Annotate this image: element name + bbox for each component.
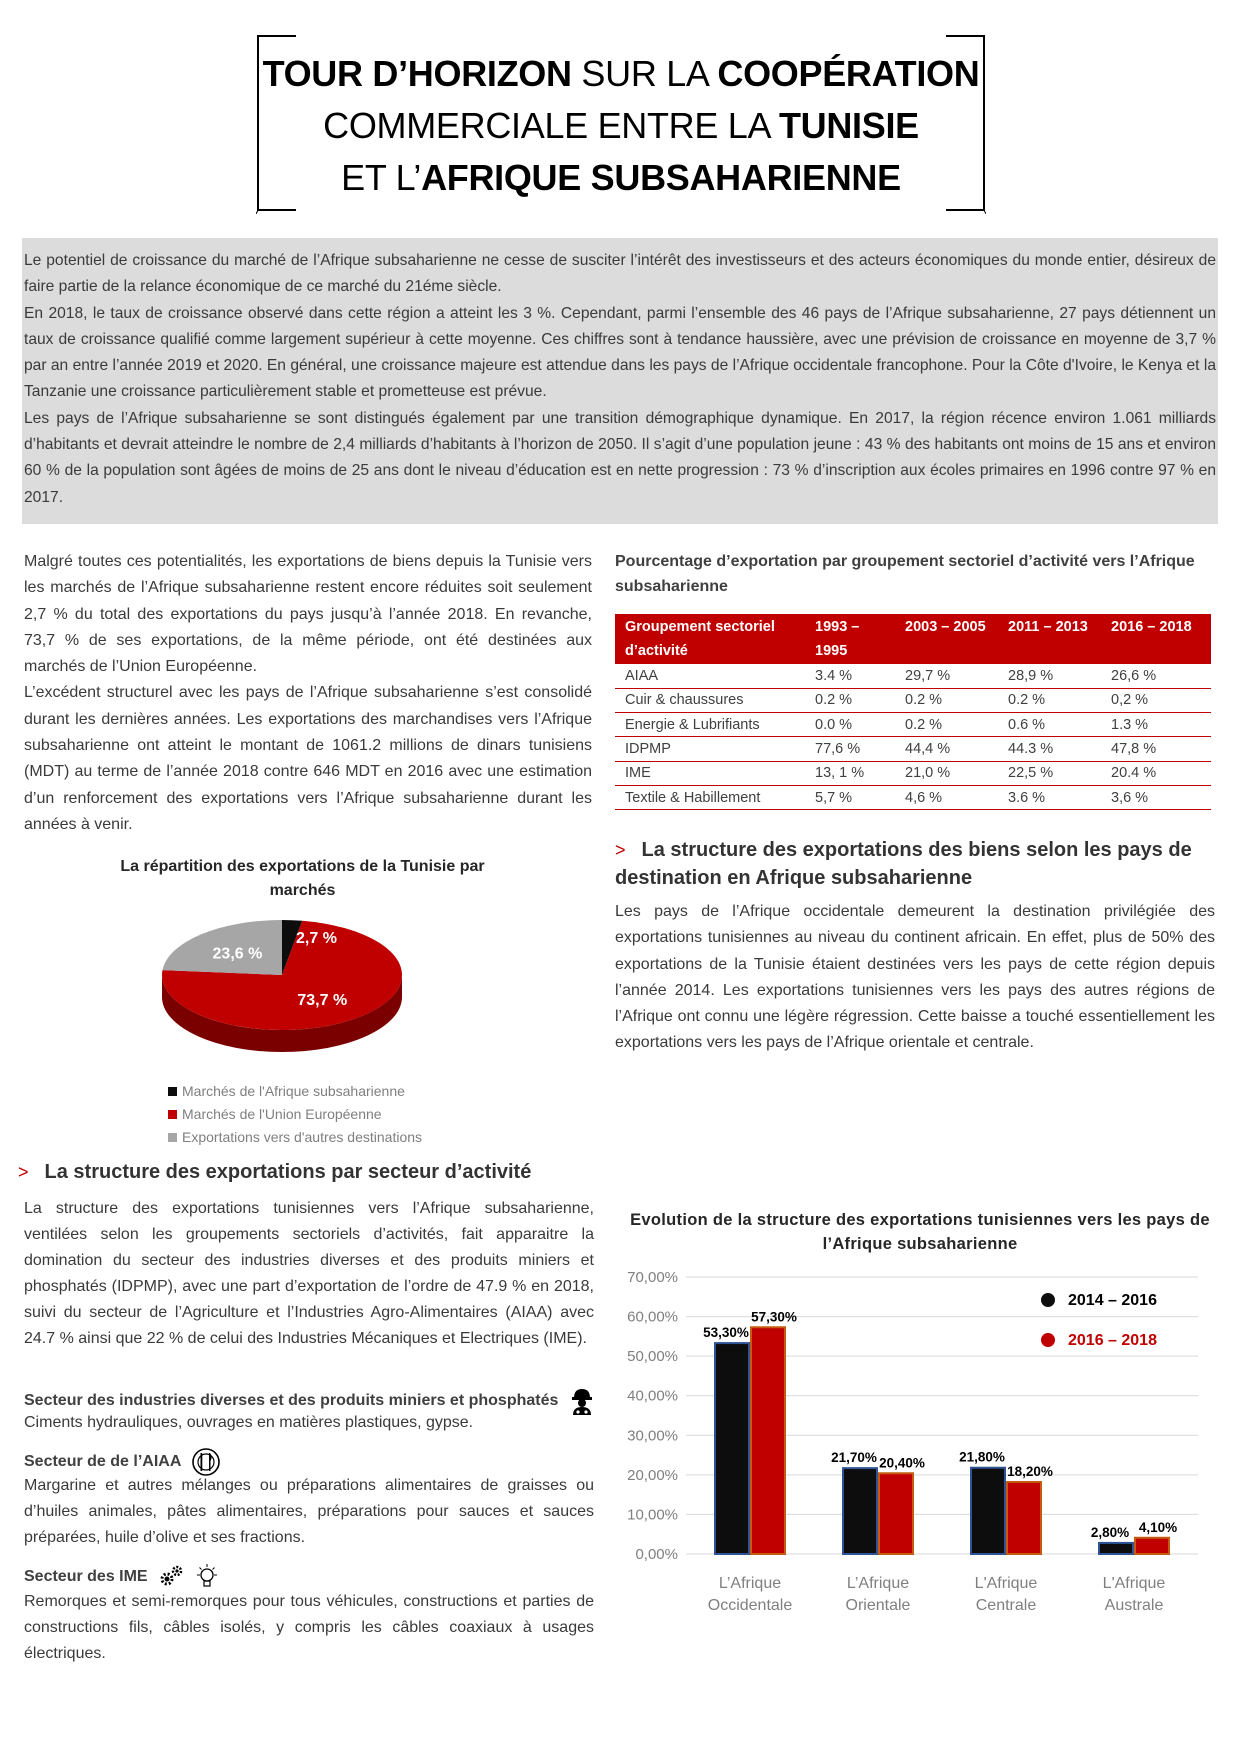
table-header: 2003 – 2005 (895, 614, 998, 664)
bar-data-label: 20,40% (879, 1455, 925, 1471)
table-cell: Energie & Lubrifiants (615, 713, 805, 737)
y-tick-label: 10,00% (627, 1506, 678, 1524)
table-cell: 3.6 % (998, 785, 1101, 809)
bar (843, 1468, 877, 1554)
table-cell: 47,8 % (1101, 737, 1211, 761)
x-tick-label: Orientale (845, 1597, 911, 1614)
bar-data-label: 18,20% (1007, 1463, 1053, 1479)
bar (751, 1327, 785, 1554)
paragraph: Malgré toutes ces potentialités, les exportations de biens depuis la Tunisie vers les marchés de l’Afrique subsaharienne restent encore réduites soit seulement 2,7 % du total des exportations du pays jusqu’à l’année 2018. En revanche, 73,7 % de ses exportations, de la même période, ont été destinées aux marchés de l’Union Européenne. (24, 553, 592, 676)
bar (1135, 1538, 1169, 1554)
table-cell: 3.4 % (805, 664, 895, 688)
sector-text: La structure des exportations tunisiennes vers l’Afrique subsaharienne, ventilées selon les groupements sectoriels d’activités, fait apparaitre la domination du secteur des industries diverses et des produits miniers et phosphatés (IDPMP), avec une part d’exportation de l’ordre de 47.9 % en 2018, suivi du secteur de l’Agriculture et l’Industries Agro-Alimentaires (AIAA) avec 24.7 % ainsi que 22 % de celui des Industries Mécaniques et Electriques (IME). (24, 1200, 594, 1347)
intro-box (22, 238, 1218, 524)
section-heading-sector: > La structure des exportations par secteur d’activité (18, 1161, 532, 1183)
table-cell: 22,5 % (998, 761, 1101, 785)
bar (879, 1473, 913, 1554)
aiaa-heading: Secteur de de l’AIAA (24, 1447, 221, 1477)
table-row (615, 664, 1211, 688)
pie-chart-title: La répartition des exportations de la Tunisie par marchés (120, 858, 485, 899)
bar-data-label: 53,30% (703, 1325, 749, 1341)
x-tick-label: L’Afrique (718, 1575, 782, 1592)
bar-data-label: 57,30% (751, 1309, 797, 1325)
bar-chart-title: Evolution de la structure des exportations tunisiennes vers les pays de l’Afrique subsaharienne (630, 1211, 1210, 1253)
legend-entry (168, 1080, 422, 1103)
pie-data-label: 2,7 % (296, 930, 337, 947)
table-cell: IME (615, 761, 805, 785)
sector-table (615, 614, 1211, 810)
intro-paragraph: En 2018, le taux de croissance observé dans cette région a atteint les 3 %. Cependant, parmi l’ensemble des 46 pays de l’Afrique subsaharienne, 27 pays détiennent un taux de croissance qualifié comme largement supérieur à cette moyenne. Ces chiffres sont à tendance haussière, avec une prévision de croissance en moyenne de 3,7 % par an entre l’année 2019 et 2020. En général, une croissance majeure est attendue dans les pays de l’Afrique occidentale francophone. Pour la Côte d'Ivoire, le Kenya et la Tanzanie une croissance particulièrement stable et prometteuse est prévue. (24, 304, 1216, 401)
arrow-icon: > (615, 840, 626, 860)
bar (1007, 1482, 1041, 1554)
left-column-text (24, 549, 592, 838)
intro-paragraph: Les pays de l’Afrique subsaharienne se sont distingués également par une transition démographique dynamique. En 2017, la région récence environ 1.061 milliards d’habitants et devrait atteindre le nombre de 2,4 milliards d’habitants à l’horizon de 2050. Il s’agit d’une population jeune : 43 % des habitants ont moins de 15 ans et environ 60 % de la population sont âgées de moins de 25 ans dont le niveau d’éducation est en nette progression : 73 % d’inscription aux écoles primaires en 1996 contre 97 % en 2017. (24, 409, 1216, 506)
x-tick-label: Australe (1104, 1597, 1164, 1614)
table-cell: 5,7 % (805, 785, 895, 809)
table-cell: 29,7 % (895, 664, 998, 688)
table-cell: 0.2 % (805, 688, 895, 712)
legend-label: Marchés de l'Afrique subsaharienne (182, 1083, 405, 1099)
legend-label: 2016 – 2018 (1068, 1332, 1157, 1349)
table-header: 1993 – 1995 (805, 614, 895, 664)
paragraph: L’excédent structurel avec les pays de l’Afrique subsaharienne s’est consolidé durant les dernières années. Les exportations des marchandises vers l’Afrique subsaharienne ont atteint le montant de 1061.2 millions de dinars tunisiens (MDT) au terme de l’année 2018 contre 646 MDT en 2016 avec une estimation d’un renforcement des exportations vers l’Afrique subsaharienne durant les années à venir. (24, 684, 592, 833)
bar (971, 1468, 1005, 1554)
pie-chart (160, 915, 420, 1065)
table-cell: AIAA (615, 664, 805, 688)
table-row (615, 688, 1211, 712)
y-tick-label: 40,00% (627, 1387, 678, 1405)
bar (715, 1343, 749, 1554)
aiaa-text: Margarine et autres mélanges ou préparations alimentaires de graisses ou d’huiles animales, pâtes alimentaires, préparations pour sauces et sauces préparées, huile d’olive et ses fractions. (24, 1477, 594, 1546)
y-tick-label: 60,00% (627, 1308, 678, 1326)
table-cell: 77,6 % (805, 737, 895, 761)
table-cell: 21,0 % (895, 761, 998, 785)
table-cell: 0.6 % (998, 713, 1101, 737)
table-row (615, 785, 1211, 809)
table-header: 2016 – 2018 (1101, 614, 1211, 664)
y-tick-label: 0,00% (635, 1546, 678, 1563)
table-cell: 44,4 % (895, 737, 998, 761)
table-cell: 0.2 % (895, 713, 998, 737)
table-cell: 4,6 % (895, 785, 998, 809)
legend-marker (1041, 1333, 1055, 1347)
table-cell: 0.2 % (895, 688, 998, 712)
table-row (615, 761, 1211, 785)
legend-label: Marchés de l'Union Européenne (182, 1106, 382, 1122)
bar-data-label: 2,80% (1090, 1524, 1130, 1540)
section-heading-destination: > La structure des exportations des biens selon les pays de destination en Afrique subsaharienne (615, 839, 1192, 889)
legend-swatch (168, 1087, 177, 1096)
gears-icon (158, 1564, 184, 1590)
destination-text: Les pays de l’Afrique occidentale demeurent la destination privilégiée des exportations tunisiennes au niveau du continent africain. En effet, plus de 50% des exportations de la Tunisie étaient destinées vers les pays de cette région depuis l’année 2014. Les exportations tunisiennes vers les pays des autres régions de l’Afrique ont connu une légère régression. Cette baisse a touché essentiellement les exportations vers les pays de l’Afrique orientale et centrale. (615, 903, 1215, 1052)
pie-data-label: 73,7 % (297, 991, 348, 1009)
y-tick-label: 50,00% (627, 1348, 678, 1366)
table-cell: 28,9 % (998, 664, 1101, 688)
arrow-icon: > (18, 1162, 29, 1182)
legend-entry (168, 1126, 422, 1149)
table-cell: 0.0 % (805, 713, 895, 737)
legend-label: 2014 – 2016 (1068, 1292, 1157, 1309)
pie-legend (168, 1080, 422, 1149)
table-cell: Textile & Habillement (615, 785, 805, 809)
bar-data-label: 4,10% (1138, 1519, 1178, 1535)
legend-swatch (168, 1110, 177, 1119)
x-tick-label: L'Afrique (974, 1575, 1038, 1592)
table-cell: 0.2 % (998, 688, 1101, 712)
table-cell: 0,2 % (1101, 688, 1211, 712)
idpmp-heading: Secteur des industries diverses et des produits miniers et phosphatés (24, 1386, 595, 1416)
y-tick-label: 20,00% (627, 1466, 678, 1484)
idpmp-text: Ciments hydrauliques, ouvrages en matières plastiques, gypse. (24, 1414, 474, 1431)
y-tick-label: 30,00% (627, 1427, 678, 1445)
legend-entry (168, 1103, 422, 1126)
table-cell: 1.3 % (1101, 713, 1211, 737)
page-title: TOUR D’HORIZON SUR LA COOPÉRATION COMMERCIALE ENTRE LA TUNISIE ET L’AFRIQUE SUBSAHARIENNE (262, 53, 980, 198)
table-cell: IDPMP (615, 737, 805, 761)
bar-chart (610, 1265, 1220, 1645)
lightbulb-icon (195, 1563, 219, 1591)
y-tick-label: 70,00% (627, 1269, 678, 1286)
x-tick-label: Centrale (975, 1597, 1037, 1614)
table-cell: 3,6 % (1101, 785, 1211, 809)
table-cell: 44.3 % (998, 737, 1101, 761)
table-cell: 20.4 % (1101, 761, 1211, 785)
table-header-row (615, 614, 1211, 664)
x-tick-label: L’Afrique (846, 1575, 910, 1592)
table-cell: 13, 1 % (805, 761, 895, 785)
table-header: 2011 – 2013 (998, 614, 1101, 664)
table-header: Groupement sectoriel d’activité (615, 614, 805, 664)
table-row (615, 713, 1211, 737)
legend-marker (1041, 1293, 1055, 1307)
title-frame (256, 34, 986, 214)
intro-paragraph: Le potentiel de croissance du marché de l’Afrique subsaharienne ne cesse de susciter l’intérêt des investisseurs et des acteurs économiques du monde entier, désireux de faire partie de la relance économique de ce marché du 21éme siècle. (24, 252, 1216, 296)
x-tick-label: Occidentale (707, 1597, 793, 1614)
table-row (615, 737, 1211, 761)
table-cell: Cuir & chaussures (615, 688, 805, 712)
table-title: Pourcentage d’exportation par groupement sectoriel d’activité vers l’Afrique subsaharienne (615, 553, 1195, 595)
pie-data-label: 23,6 % (212, 945, 263, 963)
legend-label: Exportations vers d'autres destinations (182, 1129, 423, 1145)
x-tick-label: L'Afrique (1102, 1575, 1166, 1592)
bar-data-label: 21,70% (831, 1450, 877, 1466)
table-cell: 26,6 % (1101, 664, 1211, 688)
ime-heading: Secteur des IME (24, 1563, 219, 1591)
legend-swatch (168, 1133, 177, 1142)
bar (1099, 1543, 1133, 1554)
bar-data-label: 21,80% (959, 1449, 1005, 1465)
ime-text: Remorques et semi-remorques pour tous véhicules, constructions et parties de constructions fils, câbles isolés, y compris les câbles coaxiaux à usages électriques. (24, 1593, 594, 1662)
